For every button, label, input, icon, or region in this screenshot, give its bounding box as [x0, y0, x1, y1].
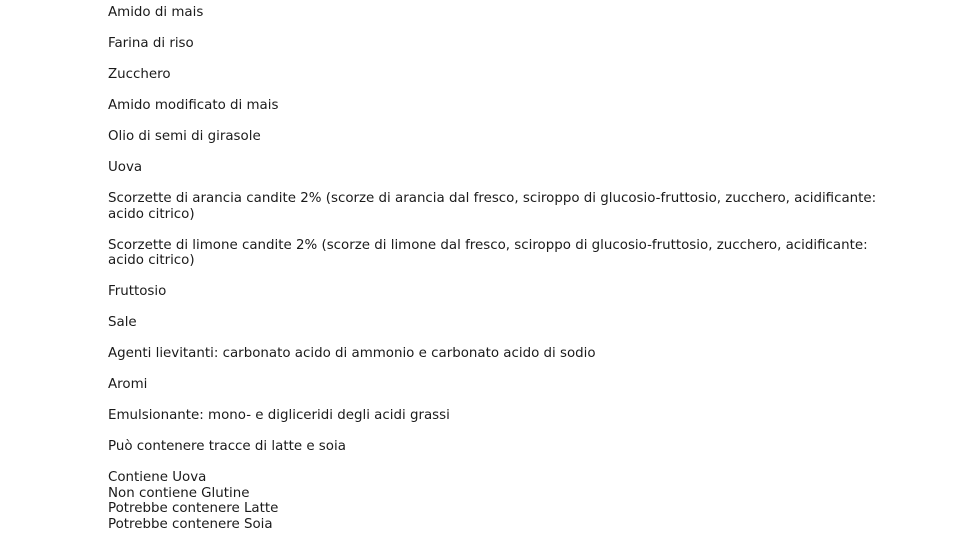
ingredient-line: Aromi: [108, 377, 148, 392]
allergen-line: Non contiene Glutine: [108, 485, 250, 501]
allergen-summary: [108, 470, 898, 532]
ingredient-line: Zucchero: [108, 67, 171, 82]
may-contain-line: Può contenere tracce di latte e soia: [108, 439, 346, 454]
ingredient-line: Uova: [108, 160, 143, 175]
ingredient-line: Farina di riso: [108, 36, 194, 51]
allergen-line: Potrebbe contenere Soia: [108, 516, 273, 532]
ingredient-line: Scorzette di limone candite 2% (scorze di limone dal fresco, sciroppo di glucosio-fruttosio, zucchero, acidificante: acido citrico): [108, 237, 868, 268]
ingredient-line: Emulsionante: mono- e digliceridi degli acidi grassi: [108, 408, 450, 423]
ingredient-line: Amido di mais: [108, 5, 204, 20]
ingredient-line: Scorzette di arancia candite 2% (scorze di arancia dal fresco, sciroppo di glucosio-fruttosio, zucchero, acidificante: acido citrico): [108, 191, 877, 222]
allergen-line: Contiene Uova: [108, 470, 207, 485]
ingredient-line: Olio di semi di girasole: [108, 129, 261, 144]
ingredient-line: Sale: [108, 315, 137, 330]
ingredient-line: Fruttosio: [108, 284, 167, 299]
allergen-line: Potrebbe contenere Latte: [108, 501, 279, 516]
ingredient-line: Amido modificato di mais: [108, 98, 279, 113]
ingredient-line: Agenti lievitanti: carbonato acido di ammonio e carbonato acido di sodio: [108, 346, 596, 361]
ingredients-document: [108, 5, 898, 532]
